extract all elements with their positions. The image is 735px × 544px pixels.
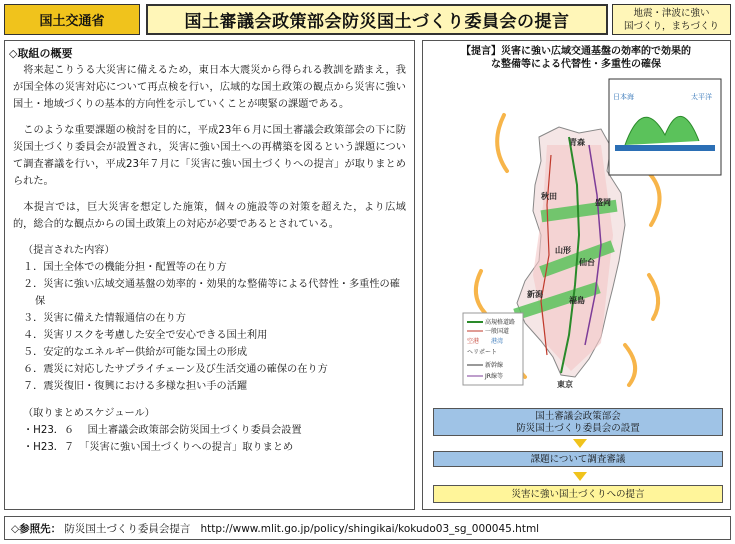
proposal-list-heading: （提言された内容） bbox=[23, 245, 115, 256]
proposal-title-line-1: 【提言】災害に強い広域交通基盤の効率的で効果的 bbox=[461, 46, 691, 57]
ministry-text: 国土交通省 bbox=[39, 14, 105, 29]
proposal-title bbox=[431, 45, 721, 71]
reference-link[interactable]: http://www.mlit.go.jp/policy/shingikai/kokudo03_sg_000045.html bbox=[200, 523, 540, 535]
legend-shinkansen: 新幹線 bbox=[485, 362, 504, 369]
proposal-item: ７．震災復旧・復興における多様な担い手の活躍 bbox=[23, 381, 248, 392]
city-label-akita: 秋田 bbox=[541, 192, 557, 201]
flow-step-committee-line: 国土審議会政策部会 bbox=[535, 411, 621, 422]
proposal-item: ３．災害に備えた情報通信の在り方 bbox=[23, 313, 186, 324]
inset-label-west: 日本海 bbox=[613, 93, 634, 101]
city-label-tokyo: 東京 bbox=[557, 380, 573, 389]
inset-sea bbox=[615, 145, 715, 151]
flow-arrow-2 bbox=[573, 472, 587, 481]
flow-step-committee-line: 防災国土づくり委員会の設置 bbox=[516, 423, 640, 434]
tag-line-1: 地震・津波に強い bbox=[633, 8, 710, 19]
legend-highway: 高規格道路 bbox=[485, 319, 516, 326]
schedule-item: ・H23．６ 国土審議会政策部会防災国土づくり委員会設置 bbox=[23, 425, 302, 436]
flow-arrow-1 bbox=[573, 439, 587, 448]
city-label-aomori: 青森 bbox=[569, 138, 585, 147]
city-label-yamagata: 山形 bbox=[555, 246, 571, 255]
legend-port: 港湾 bbox=[491, 338, 504, 345]
overview-paragraph-1: 将来起こりうる大災害に備えるため，東日本大震災から得られる教訓を踏まえ，我が国全体の災害対応について再点検を行い，広域的な国土政策の観点から災害に強い国土・地域づくりの基本的方向性を示していくことが喫緊の課題である。 bbox=[13, 65, 406, 110]
proposal-item: ５．安定的なエネルギー供給が可能な国土の形成 bbox=[23, 347, 248, 358]
flow-step-review-text: 課題について調査審議 bbox=[530, 454, 626, 465]
reference-label: ◇参照先： bbox=[11, 523, 62, 535]
proposal-panel bbox=[422, 40, 731, 510]
proposal-list bbox=[13, 242, 406, 395]
legend-heliport: ヘリポート bbox=[467, 349, 498, 356]
city-label-morioka: 盛岡 bbox=[595, 198, 611, 207]
reference-footer bbox=[4, 516, 731, 540]
flow-step-committee-text bbox=[434, 411, 722, 435]
page-title-text: 国土審議会政策部会防災国土づくり委員会の提言 bbox=[184, 12, 570, 32]
proposal-item: １．国土全体での機能分担・配置等の在り方 bbox=[23, 262, 227, 273]
legend-jr: JR線等 bbox=[485, 373, 503, 380]
schedule-heading: （取りまとめスケジュール） bbox=[23, 408, 155, 419]
flow-step-proposal bbox=[433, 485, 723, 503]
schedule-item: ・H23．７ 「災害に強い国土づくりへの提言」取りまとめ bbox=[23, 442, 294, 453]
section-title: ◇取組の概要 bbox=[9, 47, 73, 60]
proposal-item: ２．災害に強い広域交通基盤の効率的・効果的な整備等による代替性・多重性の確保 bbox=[23, 279, 400, 307]
city-label-sendai: 仙台 bbox=[579, 258, 595, 267]
reference-text: 防災国土づくり委員会提言 bbox=[64, 523, 191, 535]
schedule-list bbox=[13, 405, 406, 456]
overview-panel bbox=[4, 40, 415, 510]
proposal-item: ４．災害リスクを考慮した安全で安心できる国土利用 bbox=[23, 330, 268, 341]
ministry-label bbox=[4, 4, 140, 35]
map-legend bbox=[463, 313, 523, 385]
category-tag bbox=[612, 4, 731, 35]
tag-line-2: 国づくり，まちづくり bbox=[624, 21, 719, 32]
tohoku-map bbox=[429, 75, 725, 395]
proposal-item: ６．震災に対応したサプライチェーン及び生活交通の確保の在り方 bbox=[23, 364, 328, 375]
inset-label-east: 太平洋 bbox=[691, 93, 712, 101]
overview-paragraph-3: 本提言では，巨大災害を想定した施策，個々の施設等の対策を超えた，より広域的，総合的な観点からの国土政策上の対応が必要であるとされている。 bbox=[13, 202, 406, 230]
legend-airport: 空港 bbox=[467, 338, 480, 345]
flow-step-proposal-text: 災害に強い国土づくりへの提言 bbox=[511, 489, 645, 500]
legend-national-road: 一般国道 bbox=[485, 328, 510, 335]
page-title bbox=[146, 4, 608, 35]
proposal-title-line-2: な整備等による代替性・多重性の確保 bbox=[491, 59, 661, 70]
city-label-niigata: 新潟 bbox=[527, 290, 543, 299]
flow-step-committee bbox=[433, 408, 723, 436]
city-label-fukushima: 福島 bbox=[569, 296, 585, 305]
flow-step-review bbox=[433, 451, 723, 467]
overview-paragraph-2: このような重要課題の検討を目的に，平成23年６月に国土審議会政策部会の下に防災国土づくり委員会が設置され，災害に強い国土への再構築を図るという課題について調査審議を行い，平成23年７月に「災害に強い国土づくりへの提言」が取りまとめられた。 bbox=[13, 125, 406, 187]
